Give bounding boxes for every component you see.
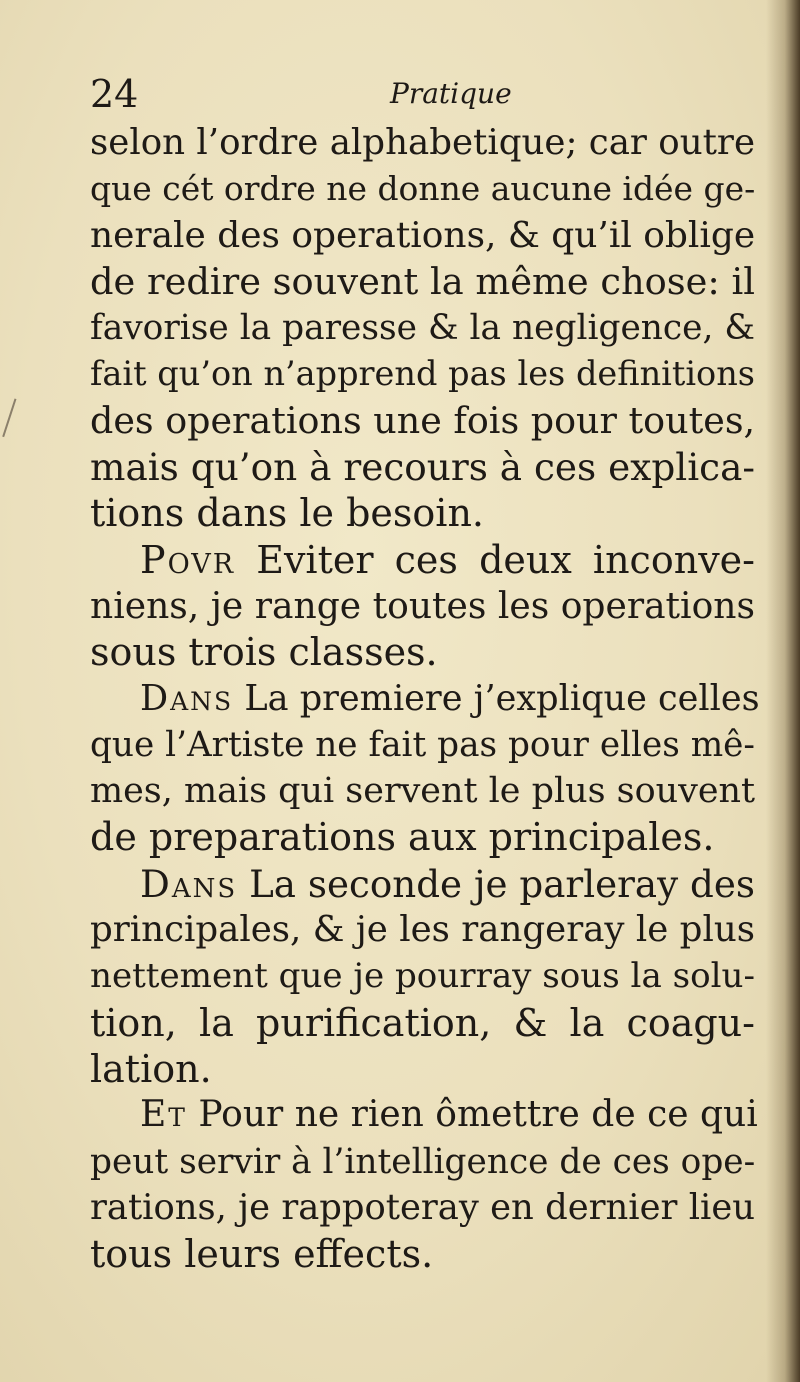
text-line: nerale des operations, & qu’il oblige <box>90 214 756 256</box>
running-head: Pratique <box>390 77 512 110</box>
text-line: mes, mais qui servent le plus souvent <box>90 771 756 812</box>
text-line: Pour ne rien ômettre de ce qui <box>198 1094 758 1136</box>
text-line: lation. <box>90 1046 212 1091</box>
text-line: La premiere j’explique celles <box>244 677 760 719</box>
paragraph-lead: Dans <box>140 861 238 906</box>
text-line: de redire souvent la même chose: il <box>90 259 755 303</box>
text-line: tions dans le besoin. <box>90 491 485 536</box>
page-number: 24 <box>90 72 139 116</box>
text-line: nettement que je pourray sous la solu- <box>90 956 755 997</box>
margin-mark <box>2 399 30 442</box>
text-line: selon l’ordre alphabetique; car outre <box>90 122 755 163</box>
text-line: niens, je range toutes les operations <box>90 584 755 627</box>
paragraph-first-line <box>90 861 755 907</box>
text-line: sous trois classes. <box>90 630 438 675</box>
text-line: des operations une fois pour toutes, <box>90 398 756 442</box>
paragraph-first-line <box>90 1092 758 1138</box>
page-gutter-shadow <box>766 0 800 1382</box>
text-line: fait qu’on n’apprend pas les definitions <box>90 354 755 394</box>
body-text <box>90 120 760 1277</box>
text-line: principales, & je les rangeray le plus <box>90 909 755 951</box>
text-line: peut servir à l’intelligence de ces ope- <box>90 1141 756 1182</box>
text-line: mais qu’on à recours à ces explica- <box>90 445 755 490</box>
text-line: La seconde je parleray des <box>249 861 755 906</box>
text-line: que l’Artiste ne fait pas pour elles mê- <box>90 724 755 765</box>
text-line: tous leurs effects. <box>90 1232 434 1277</box>
paragraph-lead: Povr <box>140 537 236 582</box>
paragraph-first-line <box>90 676 760 722</box>
text-line: de preparations aux principales. <box>90 815 715 860</box>
text-line: favorise la paresse & la negligence, & <box>90 308 755 349</box>
text-line: Eviter ces deux inconve- <box>256 537 755 582</box>
paragraph-lead: Dans <box>140 677 234 719</box>
text-line: que cét ordre ne donne aucune idée ge- <box>90 169 756 209</box>
text-line: tion, la purification, & la coagu- <box>90 1000 755 1045</box>
paragraph-lead: Et <box>140 1094 187 1136</box>
text-line: rations, je rappoteray en dernier lieu <box>90 1186 755 1228</box>
page-header <box>90 70 750 120</box>
paragraph-first-line <box>90 537 755 583</box>
